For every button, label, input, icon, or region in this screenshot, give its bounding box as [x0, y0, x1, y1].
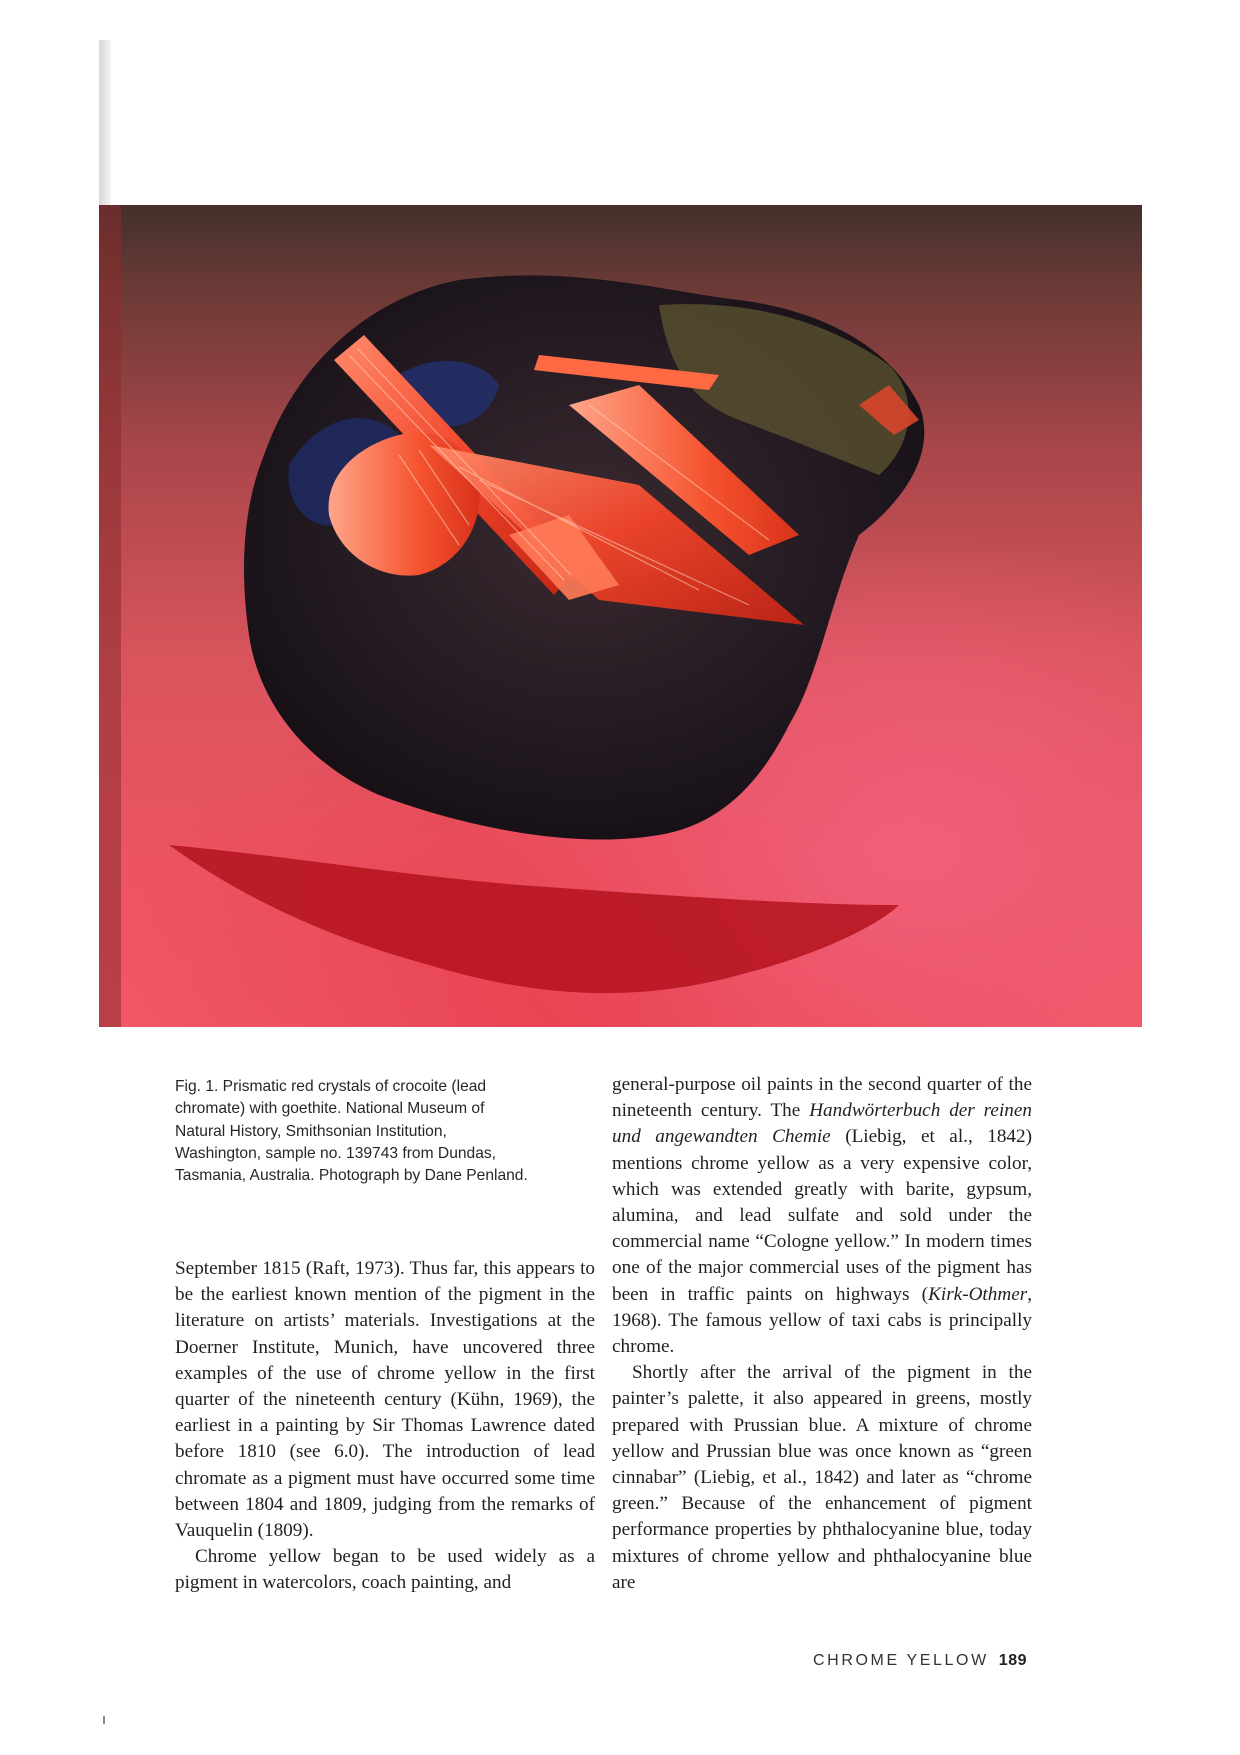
body-paragraph: September 1815 (Raft, 1973). Thus far, this appears to be the earliest known mention of the pigment in the literature on artists’ materials. Investigations at the Doerner Institute, Munich, have uncovered three examples of the use of chrome yellow in the first quarter of the nineteenth century (Kühn, 1969), the earliest in a painting by Sir Thomas Lawrence dated before 1810 (see 6.0). The introduction of lead chromate as a pigment must have occurred some time between 1804 and 1809, judging from the remarks of Vauquelin (1809). — [175, 1258, 595, 1542]
right-text-column — [612, 1072, 1032, 1596]
text-run: , 1968). The famous yellow of taxi cabs is principally chrome. — [612, 1283, 1032, 1358]
caption-line: Natural History, Smithsonian Institution, — [175, 1122, 447, 1140]
running-head: CHROME YELLOW — [813, 1652, 989, 1669]
caption-line: Washington, sample no. 139743 from Dundas, — [175, 1144, 497, 1162]
page-number: 189 — [998, 1652, 1027, 1669]
figure-caption — [175, 1076, 585, 1187]
text-run: (Liebig, et al., 1842) mentions chrome yellow as a very expensive color, which was extended greatly with barite, gypsum, alumina, and lead sulfate and sold under the commercial name “Cologne yellow.” In modern times one of the major commercial uses of the pigment has been in traffic paints on highways ( — [612, 1126, 1032, 1305]
text-run: general-purpose oil paints in the second quarter of the nineteenth century. The — [612, 1074, 1032, 1122]
page-edge-shadow — [99, 40, 111, 210]
crocoite-photograph — [99, 205, 1142, 1027]
book-title: Handwörterbuch der reinen und angewandten Chemie — [612, 1100, 1032, 1148]
body-paragraph — [612, 1072, 1032, 1360]
body-paragraph: Shortly after the arrival of the pigment in the painter’s palette, it also appeared in greens, mostly prepared with Prussian blue. A mixture of chrome yellow and Prussian blue was once known as “green cinnabar” (Liebig, et al., 1842) and later as “chrome green.” Because of the enhancement of pigment performance properties by phthalocyanine blue, today mixtures of chrome yellow and phthalocyanine blue are — [612, 1362, 1032, 1593]
body-paragraph: Chrome yellow began to be used widely as a pigment in watercolors, coach painting, and — [175, 1546, 595, 1594]
caption-line: Fig. 1. Prismatic red crystals of crocoite (lead — [175, 1078, 487, 1095]
caption-line: chromate) with goethite. National Museum of — [175, 1100, 485, 1118]
caption-line: Tasmania, Australia. Photograph by Dane Penland. — [175, 1167, 528, 1185]
scan-mark — [103, 1716, 105, 1724]
page-footer — [813, 1652, 1027, 1670]
reference-citation: Kirk-Othmer — [928, 1283, 1028, 1305]
crocoite-specimen-illustration — [99, 205, 1142, 1027]
specimen-shadow — [169, 845, 899, 993]
page-fold-shadow — [99, 205, 121, 1027]
left-text-column — [175, 1256, 595, 1597]
